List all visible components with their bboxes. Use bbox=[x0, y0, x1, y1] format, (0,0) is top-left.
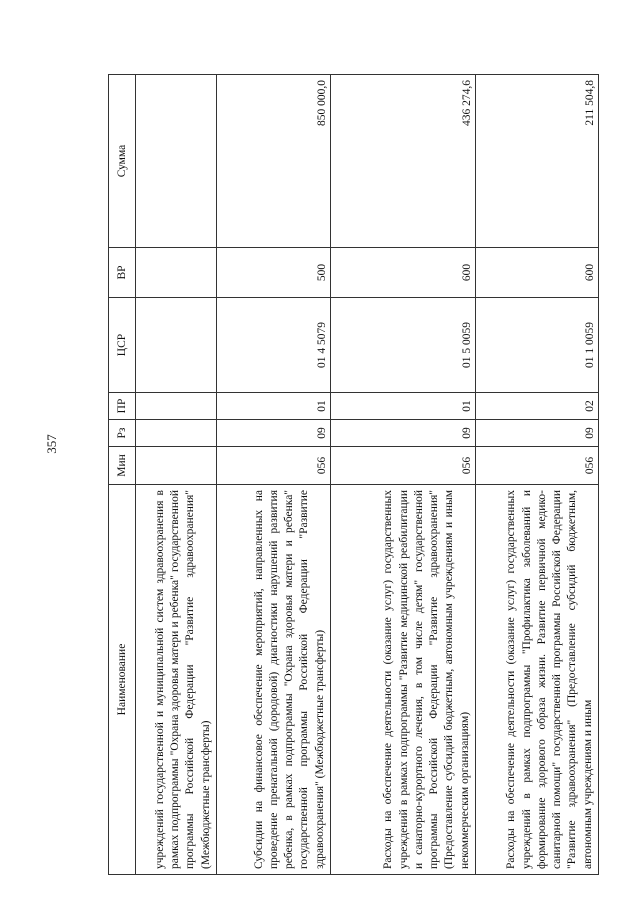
row-csr: 01 4 5079 bbox=[217, 298, 331, 393]
table-row bbox=[217, 75, 331, 875]
row-pr: 02 bbox=[476, 393, 599, 420]
row-min: 056 bbox=[476, 447, 599, 485]
header-sum: Сумма bbox=[109, 75, 136, 248]
table-header-row bbox=[109, 75, 136, 875]
header-rz: Рз bbox=[109, 420, 136, 447]
row-rz: 09 bbox=[331, 420, 476, 447]
table-row bbox=[476, 75, 599, 875]
row-vr bbox=[136, 248, 217, 298]
row-sum: 850 000,0 bbox=[217, 75, 331, 248]
row-name: Расходы на обеспечение деятельности (оказание услуг) государственных учреждений в рамках подпрограммы "Профилактика заболеваний и формирование здорового образа жизни. Развитие первичной медико-санитарной помощи" государственной программы Российской Федерации "Развитие здравоохранения" (Предоставление субсидий бюджетным, автономным учреждениям и иным bbox=[476, 485, 599, 875]
row-vr: 500 bbox=[217, 248, 331, 298]
row-csr: 01 1 0059 bbox=[476, 298, 599, 393]
row-vr: 600 bbox=[476, 248, 599, 298]
row-rz: 09 bbox=[217, 420, 331, 447]
row-rz bbox=[136, 420, 217, 447]
row-min: 056 bbox=[331, 447, 476, 485]
row-pr bbox=[136, 393, 217, 420]
table-row bbox=[331, 75, 476, 875]
row-name: учреждений государственной и муниципальной систем здравоохранения в рамках подпрограммы "Охрана здоровья матери и ребенка" государственной программы Российской Федерации "Развитие здравоохранения" (Межбюджетные трансферты) bbox=[136, 485, 217, 875]
header-min: Мин bbox=[109, 447, 136, 485]
row-pr: 01 bbox=[331, 393, 476, 420]
row-vr: 600 bbox=[331, 248, 476, 298]
header-pr: ПР bbox=[109, 393, 136, 420]
row-csr: 01 5 0059 bbox=[331, 298, 476, 393]
row-csr bbox=[136, 298, 217, 393]
row-sum: 211 504,8 bbox=[476, 75, 599, 248]
row-name: Расходы на обеспечение деятельности (оказание услуг) государственных учреждений в рамках подпрограммы "Развитие медицинской реабилитации и санаторно-курортного лечения, в том числе детям" государственной программы Российской Федерации "Развитие здравоохранения" (Предоставление субсидий бюджетным, автономным учреждениям и иным некоммерческим организациям) bbox=[331, 485, 476, 875]
row-pr: 01 bbox=[217, 393, 331, 420]
page-number: 357 bbox=[44, 434, 59, 454]
row-name: Субсидии на финансовое обеспечение мероприятий, направленных на проведение пренатальной (дородовой) диагностики нарушений развития ребенка, в рамках подпрограммы "Охрана здоровья матери и ребенка" государственной программы Российской Федерации "Развитие здравоохранения" (Межбюджетные трансферты) bbox=[217, 485, 331, 875]
header-csr: ЦСР bbox=[109, 298, 136, 393]
row-sum: 436 274,6 bbox=[331, 75, 476, 248]
row-rz: 09 bbox=[476, 420, 599, 447]
rotated-page-content bbox=[108, 25, 596, 875]
row-sum bbox=[136, 75, 217, 248]
budget-table bbox=[108, 74, 599, 875]
row-min: 056 bbox=[217, 447, 331, 485]
header-vr: ВР bbox=[109, 248, 136, 298]
row-min bbox=[136, 447, 217, 485]
header-name: Наименование bbox=[109, 485, 136, 875]
table-row bbox=[136, 75, 217, 875]
